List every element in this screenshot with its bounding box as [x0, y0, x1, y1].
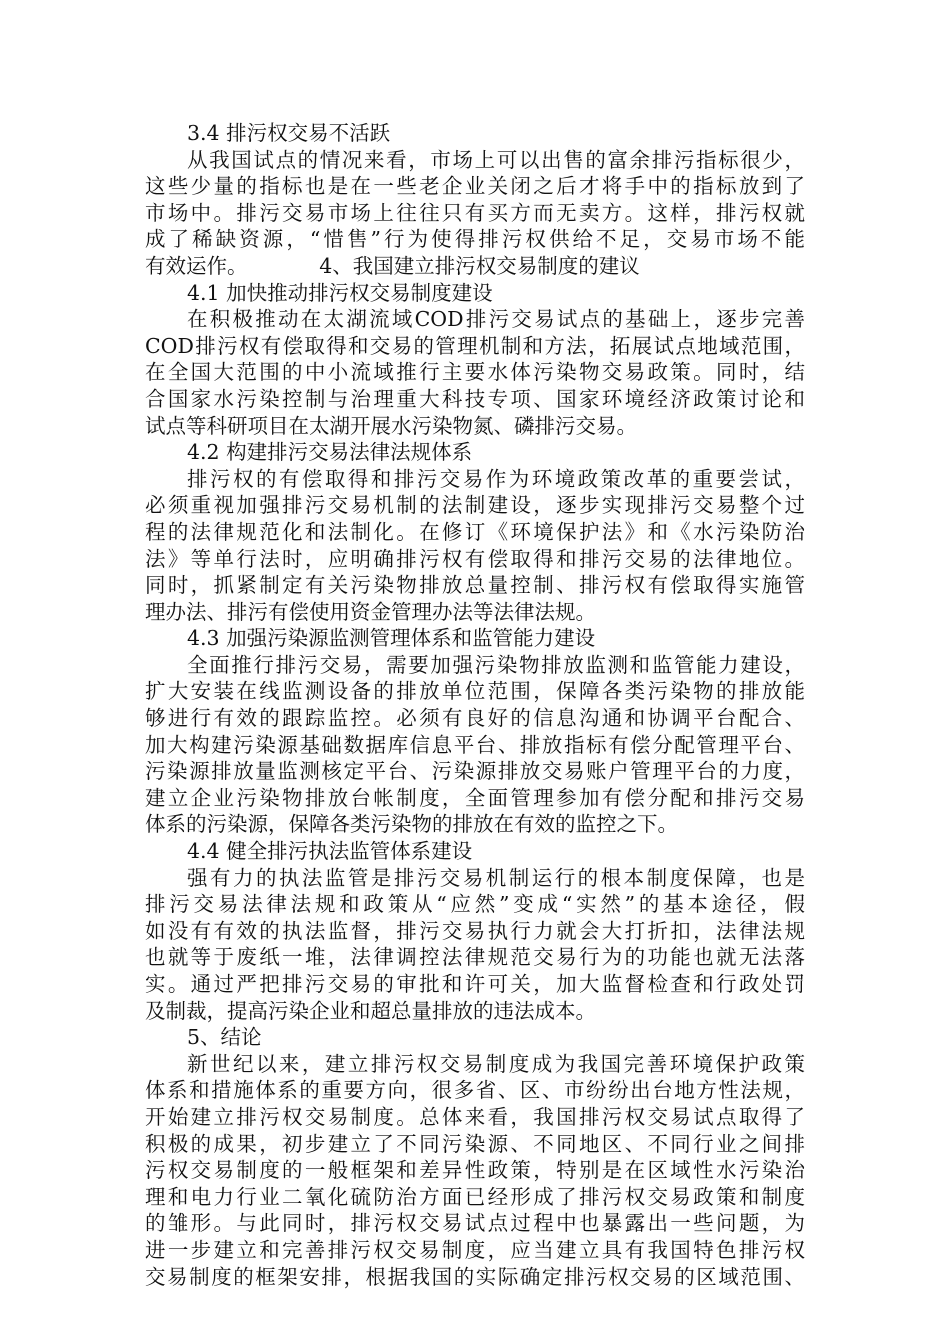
document-page	[145, 120, 805, 1290]
text-line: 理办法、排污有偿使用资金管理办法等法律法规。	[145, 599, 596, 624]
text-line: 有效运作。 4、我国建立排污权交易制度的建议	[145, 253, 640, 278]
text-line: 试点等科研项目在太湖开展水污染物氮、磷排污交易。	[145, 413, 637, 438]
text-line: 必须重视加强排污交易机制的法制建设，逐步实现排污交易整个过	[145, 493, 805, 518]
text-line: 加大构建污染源基础数据库信息平台、排放指标有偿分配管理平台、	[145, 732, 805, 757]
text-line: 同时，抓紧制定有关污染物排放总量控制、排污权有偿取得实施管	[145, 573, 805, 598]
text-line: 也就等于废纸一堆，法律调控法律规范交易行为的功能也就无法落	[145, 945, 805, 970]
text-line: 开始建立排污权交易制度。总体来看，我国排污权交易试点取得了	[145, 1104, 805, 1129]
text-line: 5、结论	[187, 1025, 262, 1050]
text-line: 4.2 构建排污交易法律法规体系	[187, 440, 473, 465]
text-line: COD排污权有偿取得和交易的管理机制和方法，拓展试点地域范围，	[145, 333, 805, 358]
text-line: 污染源排放量监测核定平台、污染源排放交易账户管理平台的力度，	[145, 759, 805, 784]
text-line: 合国家水污染控制与治理重大科技专项、国家环境经济政策讨论和	[145, 386, 805, 411]
text-line: 进一步建立和完善排污权交易制度，应当建立具有我国特色排污权	[145, 1237, 805, 1262]
text-line: 污权交易制度的一般框架和差异性政策，特别是在区域性水污染治	[145, 1158, 805, 1183]
text-line: 排污权的有偿取得和排污交易作为环境政策改革的重要尝试，	[187, 466, 805, 491]
text-line: 如没有有效的执法监督，排污交易执行力就会大打折扣，法律法规	[145, 918, 805, 943]
text-line: 这些少量的指标也是在一些老企业关闭之后才将手中的指标放到了	[145, 174, 805, 199]
text-line: 3.4 排污权交易不活跃	[187, 121, 391, 145]
text-line: 从我国试点的情况来看，市场上可以出售的富余排污指标很少，	[187, 147, 805, 172]
text-line: 体系的污染源，保障各类污染物的排放在有效的监控之下。	[145, 812, 678, 837]
text-line: 程的法律规范化和法制化。在修订《环境保护法》和《水污染防治	[145, 519, 805, 544]
text-line: 体系和措施体系的重要方向，很多省、区、市纷纷出台地方性法规，	[145, 1078, 805, 1103]
text-line: 扩大安装在线监测设备的排放单位范围，保障各类污染物的排放能	[145, 679, 805, 704]
text-line: 全面推行排污交易，需要加强污染物排放监测和监管能力建设，	[187, 652, 805, 677]
text-line: 的雏形。与此同时，排污权交易试点过程中也暴露出一些问题，为	[145, 1211, 805, 1236]
text-line: 市场中。排污交易市场上往往只有买方而无卖方。这样，排污权就	[145, 200, 805, 225]
text-line: 4.3 加强污染源监测管理体系和监管能力建设	[187, 626, 596, 651]
text-line: 法》等单行法时，应明确排污权有偿取得和排污交易的法律地位。	[145, 546, 805, 571]
text-line: 在积极推动在太湖流域COD排污交易试点的基础上，逐步完善	[187, 307, 805, 332]
text-line: 理和电力行业二氧化硫防治方面已经形成了排污权交易政策和制度	[145, 1184, 805, 1209]
text-line: 4.1 加快推动排污权交易制度建设	[187, 280, 493, 305]
text-line: 排污交易法律法规和政策从“应然”变成“实然”的基本途径，假	[145, 892, 805, 917]
text-line: 在全国大范围的中小流域推行主要水体污染物交易政策。同时，结	[145, 360, 805, 385]
text-line: 实。通过严把排污交易的审批和许可关，加大监督检查和行政处罚	[145, 972, 805, 996]
text-line: 新世纪以来，建立排污权交易制度成为我国完善环境保护政策	[187, 1051, 805, 1076]
text-line: 强有力的执法监管是排污交易机制运行的根本制度保障，也是	[187, 865, 805, 890]
text-line: 成了稀缺资源，“惜售”行为使得排污权供给不足，交易市场不能	[145, 227, 805, 252]
text-line: 积极的成果，初步建立了不同污染源、不同地区、不同行业之间排	[145, 1131, 805, 1156]
text-line: 及制裁，提高污染企业和超总量排放的违法成本。	[145, 998, 596, 1023]
text-line: 4.4 健全排污执法监管体系建设	[187, 839, 473, 864]
text-line: 建立企业污染物排放台帐制度，全面管理参加有偿分配和排污交易	[145, 785, 805, 810]
text-line: 够进行有效的跟踪监控。必须有良好的信息沟通和协调平台配合、	[145, 706, 805, 731]
text-line: 交易制度的框架安排，根据我国的实际确定排污权交易的区域范围、	[145, 1264, 805, 1289]
